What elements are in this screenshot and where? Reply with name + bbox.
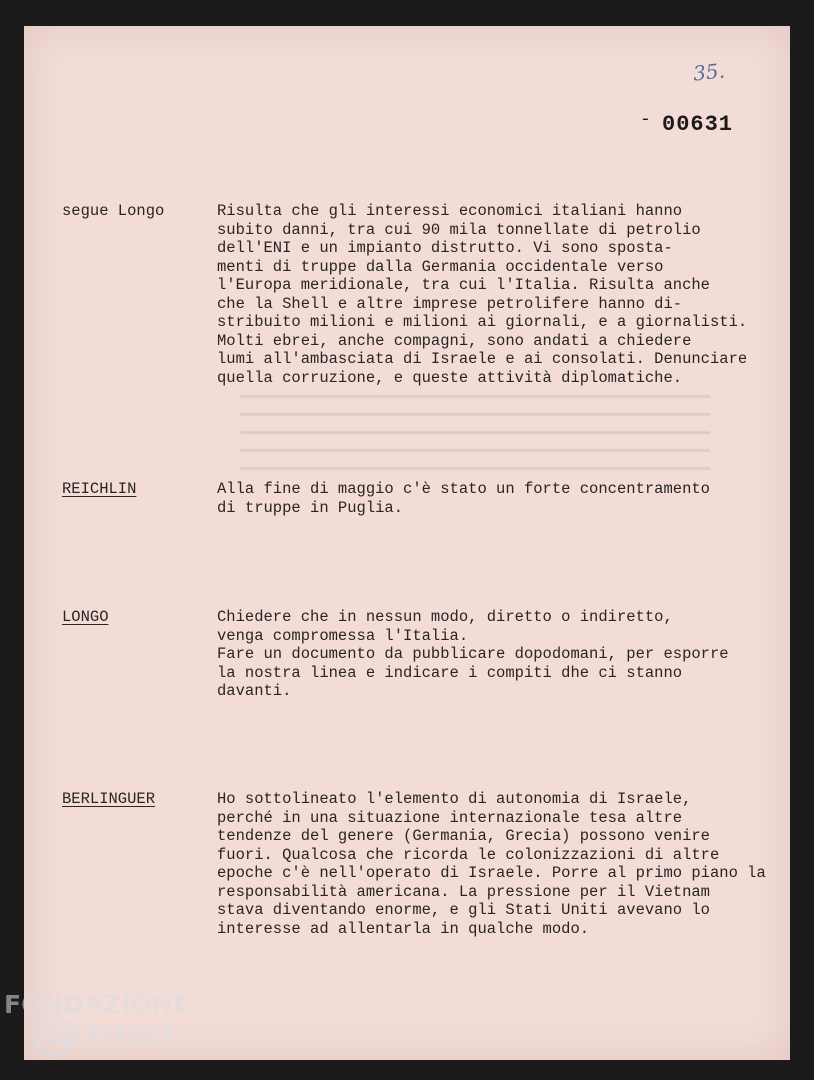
speech-line: Fare un documento da pubblicare dopodomani, per esporre [217, 645, 729, 663]
speech-line: venga compromessa l'Italia. [217, 626, 469, 645]
speaker-label: REICHLIN [62, 480, 137, 498]
speech-line: epoche c'è nell'operato di Israele. Porre al primo piano la [217, 864, 766, 882]
speech-line: di truppe in Puglia. [217, 498, 404, 517]
speech-line: Ho sottolineato l'elemento di autonomia di Israele, [217, 790, 692, 808]
speech-line: che la Shell e altre imprese petrolifere hanno di- [217, 294, 683, 313]
speech-line: quella corruzione, e queste attività diplomatiche. [217, 368, 683, 387]
archive-watermark [4, 990, 190, 1050]
speaker-label: segue Longo [62, 202, 165, 220]
watermark-line: FONDAZIONE [4, 990, 191, 1019]
speech-line: Molti ebrei, anche compagni, sono andati a chiedere [217, 331, 692, 350]
speech-line: perché in una situazione internazionale tesa altre [217, 808, 683, 827]
speech-line: subito danni, tra cui 90 mila tonnellate di petrolio [217, 220, 701, 239]
speaker-label: LONGO [62, 608, 109, 626]
speech-line: interesse ad allentarla in qualche modo. [217, 919, 590, 938]
speech-block [217, 790, 777, 938]
speech-line: Risulta che gli interessi economici italiani hanno [217, 202, 683, 220]
speech-line: l'Europa meridionale, tra cui l'Italia. Risulta anche [217, 276, 710, 294]
speech-block [217, 608, 777, 701]
speech-line: davanti. [217, 682, 292, 700]
speech-line: Chiedere che in nessun modo, diretto o indiretto, [217, 608, 673, 626]
document-number: 00631 [662, 112, 734, 137]
speech-line: stava diventando enorme, e gli Stati Uniti avevano lo [217, 901, 710, 919]
speech-line: stribuito milioni e milioni ai giornali, e a giornalisti. [217, 313, 748, 331]
number-dash: - [640, 110, 651, 130]
handwritten-page-number: 35. [691, 58, 726, 86]
speech-block [217, 202, 777, 387]
speaker-label: BERLINGUER [62, 790, 156, 808]
watermark-line: GRAMSCI [42, 1020, 172, 1049]
speech-line: lumi all'ambasciata di Israele e ai consolati. Denunciare [217, 350, 748, 368]
speech-block [217, 480, 777, 517]
speech-line: dell'ENI e un impianto distrutto. Vi sono sposta- [217, 239, 673, 257]
speech-line: tendenze del genere (Germania, Grecia) possono venire [217, 827, 710, 845]
speech-line: responsabilità americana. La pressione per il Vietnam [217, 882, 710, 901]
speech-line: fuori. Qualcosa che ricorda le colonizzazioni di altre [217, 845, 720, 864]
speech-line: la nostra linea e indicare i compiti dhe ci stanno [217, 663, 683, 682]
speech-line: Alla fine di maggio c'è stato un forte concentramento [217, 480, 710, 498]
bleed-through-text [240, 395, 710, 485]
speech-line: menti di truppe dalla Germania occidentale verso [217, 257, 664, 276]
